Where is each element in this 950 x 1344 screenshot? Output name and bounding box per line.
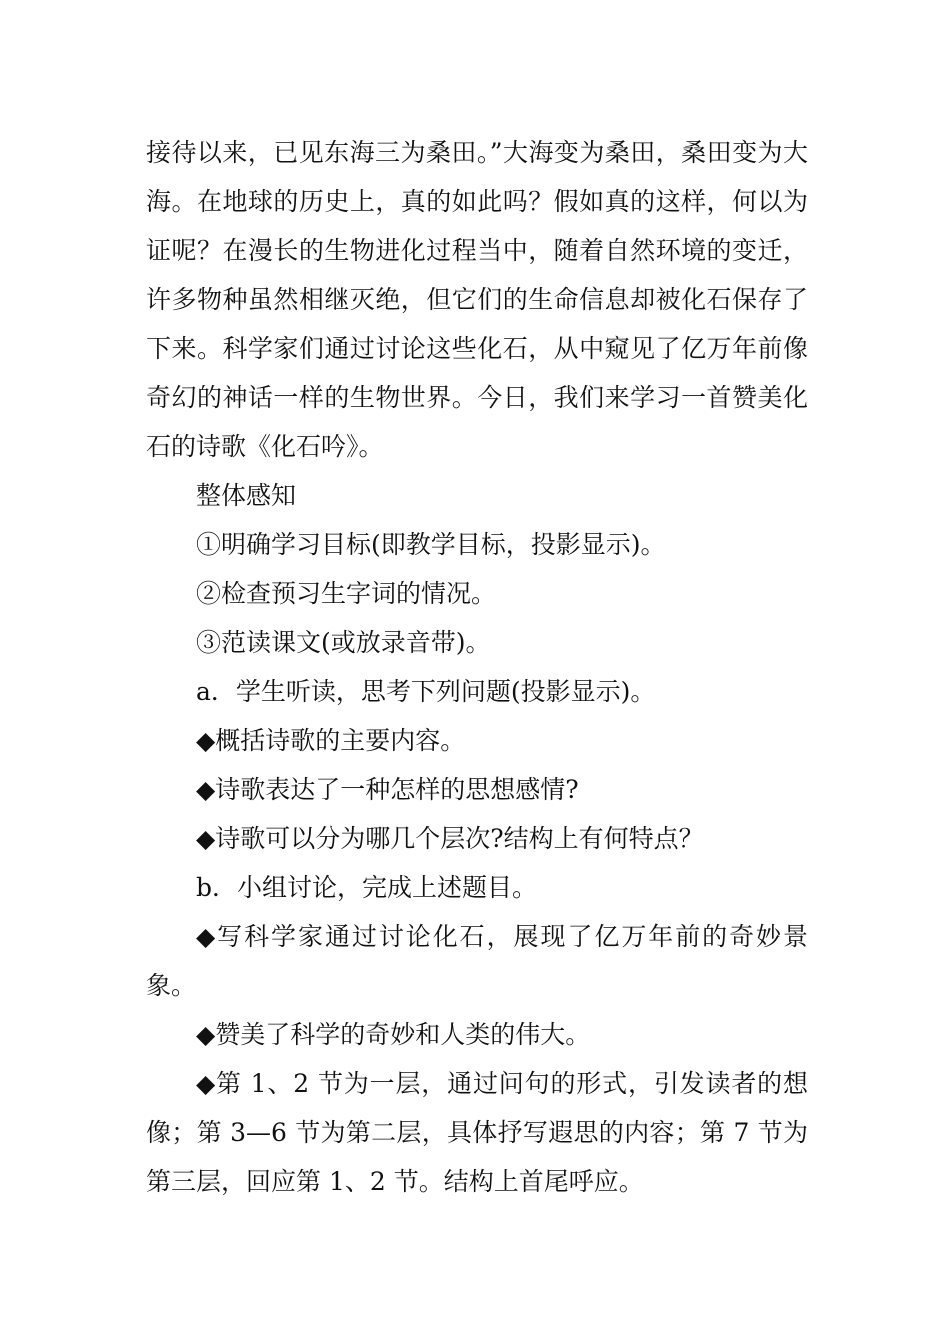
question-item: ◆概括诗歌的主要内容。	[196, 726, 466, 755]
document-body	[146, 128, 808, 1206]
sub-item-a: a．学生听读，思考下列问题(投影显示)。	[196, 677, 656, 706]
question-item: ◆诗歌可以分为哪几个层次?结构上有何特点？	[196, 824, 704, 853]
question-item: ◆诗歌表达了一种怎样的思想感情?	[196, 775, 579, 804]
answer-item: ◆写科学家通过讨论化石，展现了亿万年前的奇妙景象。	[146, 922, 808, 1000]
step-1-item: ①明确学习目标(即教学目标，投影显示)。	[196, 530, 666, 559]
section-heading: 整体感知	[196, 481, 297, 510]
answer-item: ◆赞美了科学的奇妙和人类的伟大。	[196, 1020, 591, 1049]
paragraph-intro-continued: 接待以来，已见东海三为桑田。”大海变为桑田，桑田变为大海。在地球的历史上，真的如此吗？假如真的这样，何以为证呢？在漫长的生物进化过程当中，随着自然环境的变迁，许多物种虽然相继灭绝，但它们的生命信息却被化石保存了下来。科学家们通过讨论这些化石，从中窥见了亿万年前像奇幻的神话一样的生物世界。今日，我们来学习一首赞美化石的诗歌《化石吟》。	[146, 138, 808, 461]
sub-item-b: b．小组讨论，完成上述题目。	[196, 873, 538, 902]
answer-item: ◆第 1、2 节为一层，通过问句的形式，引发读者的想像；第 3—6 节为第二层，具体抒写遐思的内容；第 7 节为第三层，回应第 1、2 节。结构上首尾呼应。	[146, 1069, 808, 1196]
step-3-item: ③范读课文(或放录音带)。	[196, 628, 491, 657]
step-2-item: ②检查预习生字词的情况。	[196, 579, 497, 608]
